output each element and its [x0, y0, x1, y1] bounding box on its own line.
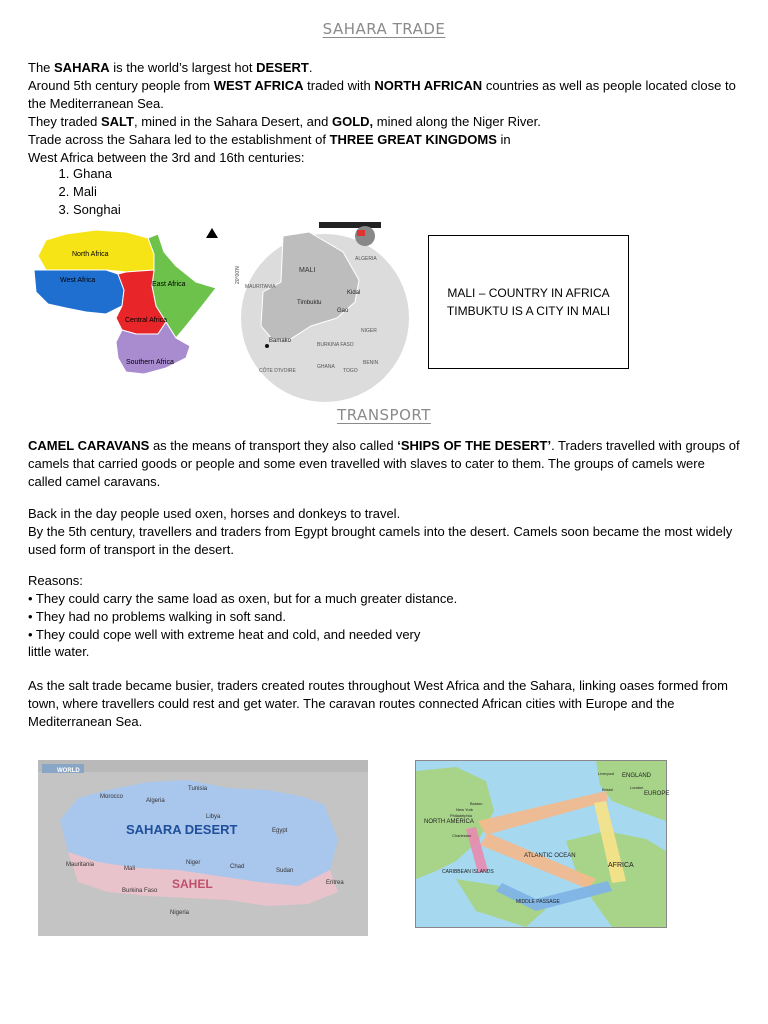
map-label-algeria: ALGERIA: [355, 256, 377, 262]
list-item: 2. Mali: [73, 183, 121, 201]
map-label-mali: MALI: [299, 267, 316, 274]
map-label-sudan: Sudan: [276, 868, 294, 874]
map-label-eritrea: Eritrea: [326, 880, 344, 886]
africa-regions-map: [26, 226, 224, 376]
map-label-benin: BENIN: [363, 360, 379, 366]
map-label-north-africa: North Africa: [72, 251, 109, 258]
map-label-west-africa: West Africa: [60, 277, 96, 284]
mali-map: [235, 222, 381, 376]
reason-item: • They could carry the same load as oxen, but for a much greater distance.: [28, 591, 458, 606]
intro-line-1: The SAHARA is the world’s largest hot DESERT.: [28, 60, 313, 75]
sahara-sahel-map: [38, 760, 368, 936]
map-label-north-america: NORTH AMERICA: [424, 819, 474, 825]
page-title: SAHARA TRADE: [322, 20, 446, 38]
north-arrow-icon: [206, 228, 218, 238]
map-label-kidal: Kidal: [347, 290, 361, 296]
map-label-europe: EUROPE: [644, 791, 670, 797]
map-label-philadelphia: Philadelphia: [450, 813, 472, 818]
map-label-england: ENGLAND: [622, 773, 652, 779]
map-label-gao: Gao: [337, 308, 349, 314]
map-label-atlantic-ocean: ATLANTIC OCEAN: [524, 853, 576, 859]
map-label-libya: Libya: [206, 814, 221, 820]
intro-line-5: West Africa between the 3rd and 16th centuries:: [28, 150, 305, 165]
map-label-burkina-faso: BURKINA FASO: [317, 342, 354, 348]
map-label-chad: Chad: [230, 864, 245, 870]
list-item: 1. Ghana: [73, 165, 121, 183]
reason-item: • They had no problems walking in soft sand.: [28, 609, 286, 624]
map-label-latitude: 20°00'N: [235, 266, 241, 284]
transport-para-2-line-1: Back in the day people used oxen, horses and donkeys to travel.: [28, 506, 401, 521]
map-label-cote-divoire: CÔTE D'IVOIRE: [259, 368, 296, 374]
map-label-africa: AFRICA: [608, 862, 634, 869]
reason-item-tail: little water.: [28, 644, 90, 659]
map-label-east-africa: East Africa: [152, 281, 186, 288]
map-label-ghana: GHANA: [317, 364, 335, 370]
map-label-tunisia: Tunisia: [188, 786, 208, 792]
map-label-niger: NIGER: [361, 328, 377, 334]
map-label-nigeria: Nigeria: [170, 910, 190, 916]
map-label-algeria: Algeria: [146, 798, 165, 804]
reasons-label: Reasons:: [28, 573, 83, 588]
mali-callout-box: [428, 235, 629, 369]
transport-para-2-line-2: By the 5th century, travellers and traders from Egypt brought camels into the desert. Camels soon became the most widely used form of transport in the desert.: [28, 524, 733, 557]
map-label-mali: Mali: [124, 866, 136, 872]
map-label-sahel: SAHEL: [172, 877, 213, 891]
map-label-charleston: Charleston: [452, 833, 472, 838]
map-label-mauritania: MAURITANIA: [245, 284, 276, 290]
transport-para-3: As the salt trade became busier, traders created routes throughout West Africa and the Sahara, linking oases formed from town, where travellers could rest and get water. The caravan routes connected African cities with Europe and the Mediterranean Sea.: [28, 678, 728, 729]
map-label-burkina-faso: Burkina Faso: [122, 888, 158, 894]
callout-line-2: TIMBUKTU IS A CITY IN MALI: [446, 304, 611, 318]
map-label-middle-passage: MIDDLE PASSAGE: [516, 899, 560, 905]
map-label-egypt: Egypt: [272, 828, 288, 834]
transport-heading: TRANSPORT: [337, 406, 431, 424]
reason-item: • They could cope well with extreme heat and cold, and needed very: [28, 627, 421, 642]
list-item: 3. Songhai: [73, 201, 121, 219]
map-label-new-york: New York: [456, 807, 473, 812]
map-label-central-africa: Central Africa: [125, 317, 168, 324]
kingdoms-list: [52, 165, 121, 219]
map-label-bamako: Bamako: [269, 338, 292, 344]
map-label-london: London: [630, 785, 644, 790]
intro-line-3: They traded SALT, mined in the Sahara Desert, and GOLD, mined along the Niger River.: [28, 114, 541, 129]
transport-para-1: CAMEL CARAVANS as the means of transport they also called ‘SHIPS OF THE DESERT’. Traders travelled with groups of camels that carried goods or people and some even travelled with slaves to cater to them. The groups of camels were called camel caravans.: [28, 438, 740, 489]
map-label-caribbean-islands: CARIBBEAN ISLANDS: [442, 869, 494, 875]
map-label-morocco: Morocco: [100, 794, 124, 800]
intro-line-4: Trade across the Sahara led to the establishment of THREE GREAT KINGDOMS in: [28, 132, 511, 147]
callout-line-1: MALI – COUNTRY IN AFRICA: [447, 286, 610, 300]
map-label-niger: Niger: [186, 860, 201, 866]
map-label-timbuktu: Timbuktu: [297, 300, 322, 306]
map-label-liverpool: Liverpool: [598, 771, 615, 776]
map-label-boston: Boston: [470, 801, 483, 806]
map-label-togo: TOGO: [343, 368, 358, 374]
map-label-bristol: Bristol: [602, 787, 614, 792]
map-label-southern-africa: Southern Africa: [126, 359, 174, 366]
map-label-sahara-desert: SAHARA DESERT: [126, 822, 238, 837]
atlantic-trade-map: [415, 760, 670, 928]
map-brand: WORLD: [57, 768, 80, 774]
intro-line-2: Around 5th century people from WEST AFRICA traded with NORTH AFRICAN countries as well as people located close to the Mediterranean Sea.: [28, 78, 736, 111]
map-label-mauritania: Mauritania: [66, 862, 95, 868]
